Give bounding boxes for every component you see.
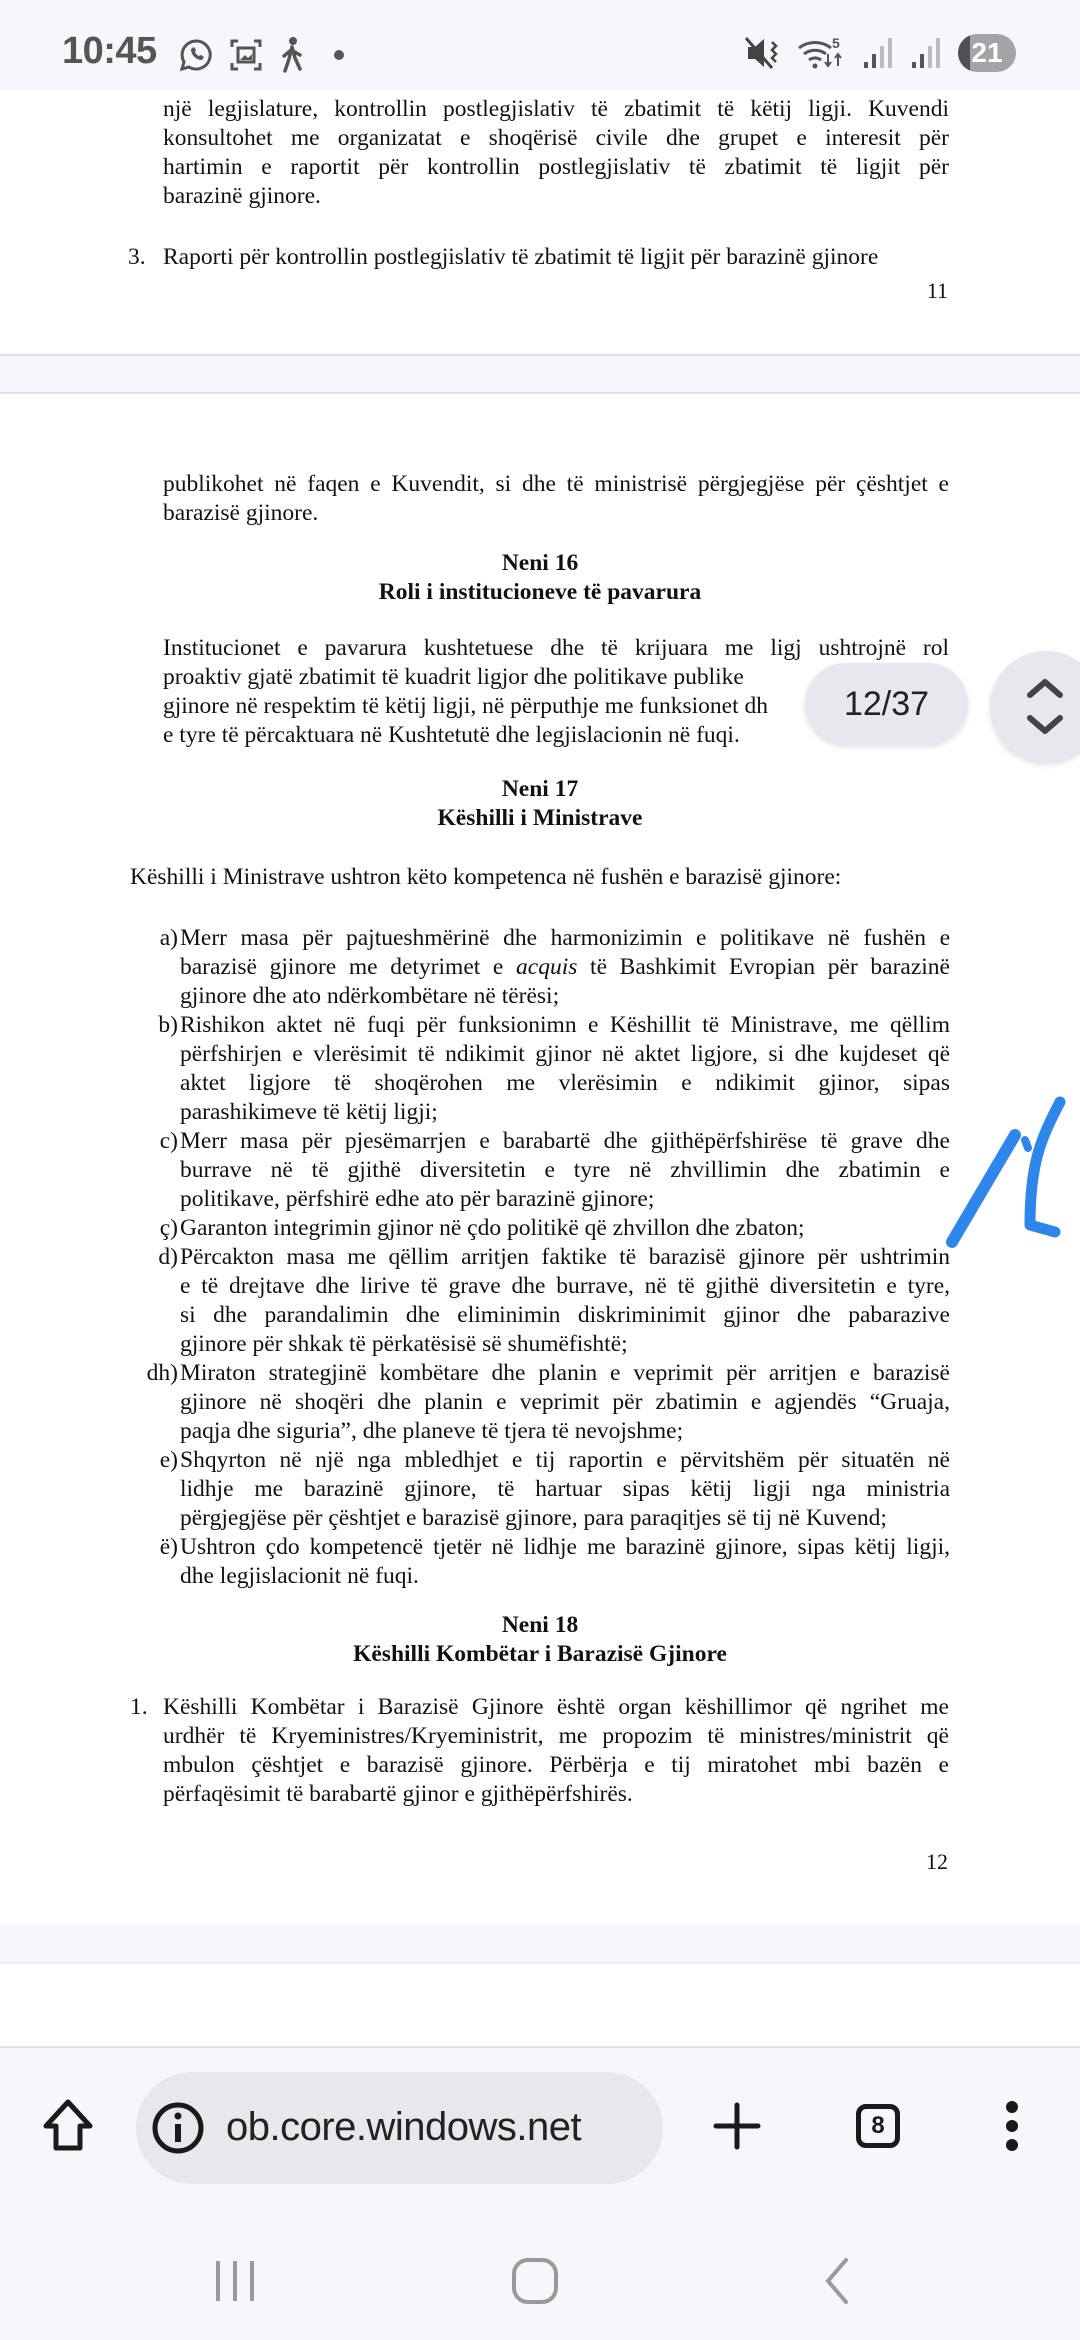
item-text [163,1693,949,1809]
tab-switcher-button[interactable] [846,2094,910,2158]
text-line: parashikimeve të këtij ligji; [180,1099,438,1125]
clock: 10:45 [62,30,157,72]
paragraph [163,95,949,211]
more-menu-icon [1004,2099,1020,2153]
item-label: d) [158,1244,178,1270]
walking-icon [278,36,306,74]
text-line: aktet ligjore të shoqërohen me vlerësimin e ndikimit gjinor, sipas [180,1070,950,1096]
svg-text:5: 5 [832,35,840,51]
article-title: Neni 16 [501,550,579,576]
status-bar [0,0,1080,90]
battery-indicator [958,34,1016,72]
text-line: mbulon çështjet e barazisë gjinore. Përbërja e tij miratohet mbi bazën e [163,1752,949,1778]
item-label: c) [159,1128,178,1154]
item-text [180,1446,950,1533]
recent-apps-icon [210,2258,260,2304]
text-line: Rishikon aktet në fuqi për funksionimn e Këshillit të Ministrave, me qëllim [180,1012,950,1038]
text-line: gjinore në shoqëri dhe planin e veprimit për zbatimin e agjendës “Gruaja, [180,1389,950,1415]
back-button[interactable] [802,2246,872,2316]
item-label: 3. [128,244,146,270]
page-number: 12 [926,1849,948,1874]
text-line: hartimin e raportit për kontrollin postlegjislativ të zbatimit të ligjit për [163,154,949,180]
page-separator [0,354,1080,394]
pdf-page-12 [0,394,1080,1924]
text-line: Shqyrton në një nga mbledhjet e tij raportin e përvitshëm për situatën në [180,1447,950,1473]
site-info-icon[interactable] [150,2100,206,2156]
home-icon [40,2096,96,2156]
browser-toolbar [0,2046,1080,2206]
text-line: proaktiv gjatë zbatimit të kuadrit ligjor dhe politikave publike [163,664,744,690]
article-title: Neni 17 [501,776,579,802]
ink-stroke [1030,1102,1060,1232]
text-line: Përcakton masa me qëllim arritjen faktike të barazisë gjinore për ushtrimin [180,1244,950,1270]
new-tab-icon [712,2101,762,2151]
chevron-up-down-icon [990,651,1080,763]
page-separator [0,1924,1080,1964]
ink-annotation [930,1080,1080,1260]
text-line: Ushtron çdo kompetencë tjetër në lidhje me barazinë gjinore, sipas këtij ligji, [180,1534,950,1560]
wifi-icon [796,34,848,72]
tab-switcher-icon [856,2104,900,2148]
item-label: ë) [159,1534,178,1560]
text-line: Këshilli Kombëtar i Barazisë Gjinore është organ këshillimor që ngrihet me [163,1694,949,1720]
more-menu-button[interactable] [980,2094,1044,2158]
text-line: një legjislature, kontrollin postlegjislativ të zbatimit të këtij ligji. Kuvendi [163,96,949,122]
item-label: a) [159,925,178,951]
paragraph [163,470,949,528]
item-text [180,1127,950,1214]
text-line: barazisë gjinore me detyrimet e acquis të Bashkimit Evropian për barazinë [180,954,950,980]
text-line: si dhe parandalimin dhe eliminimin diskriminimit gjinor dhe pabarazive [180,1302,950,1328]
article-subtitle: Këshilli i Ministrave [437,805,643,831]
whatsapp-icon [178,37,214,73]
page-indicator[interactable]: 12/37 [805,663,968,745]
page-scroll-button[interactable] [990,651,1080,763]
signal-icon [862,36,896,70]
item-text [180,1214,950,1243]
mute-vibrate-icon [744,34,782,72]
text-line: përfaqësimit të barabartë gjinor e gjithëpërfshirës. [163,1781,633,1807]
notification-dot-icon [334,50,344,60]
text-line: gjinore në respektim të këtij ligji, në përputhje me funksionet dh [163,693,768,719]
home-nav-button[interactable] [500,2246,570,2316]
system-nav-bar [0,2206,1080,2340]
item-text [180,1243,950,1359]
text-line: përgjegjëse për çështjet e barazisë gjinore, para paraqitjes së tij në Kuvend; [180,1505,887,1531]
text-line: e të drejtave dhe lirive të grave dhe burrave, në të gjithë diversitetin e tyre, [180,1273,950,1299]
item-text [180,924,950,1011]
text-line: Institucionet e pavarura kushtetuese dhe të krijuara me ligj ushtrojnë rol [163,635,949,661]
text-line: paqja dhe siguria”, dhe planeve të tjera të nevojshme; [180,1418,684,1444]
new-tab-button[interactable] [705,2094,769,2158]
text-line: përfshirjen e vlerësimit të ndikimit gjinor në aktet ligjore, si dhe kujdeset që [180,1041,950,1067]
text-line: gjinore për shkak të përkatësisë së shumëfishtë; [180,1331,628,1357]
text-line: konsultohet me organizatat e shoqërisë civile dhe grupet e interesit për [163,125,949,151]
text-line: Merr masa për pjesëmarrjen e barabartë dhe gjithëpërfshirëse të grave dhe [180,1128,950,1154]
text-line: barazinë gjinore. [163,183,321,209]
item-text [180,1359,950,1446]
item-label: 1. [130,1694,148,1720]
text-line: burrave në të gjithë diversitetin e tyre në zhvillimin dhe zbatimin e [180,1157,950,1183]
text-line: barazisë gjinore. [163,500,319,526]
text-line: Merr masa për pajtueshmërinë dhe harmonizimin e politikave në fushën e [180,925,950,951]
text-line: Këshilli i Ministrave ushtron këto kompetenca në fushën e barazisë gjinore: [130,864,842,890]
text-line: publikohet në faqen e Kuvendit, si dhe të ministrisë përgjegjëse për çështjet e [163,471,949,497]
text-line: e tyre të përcaktuara në Kushtetutë dhe legjislacionin në fuqi. [163,722,740,748]
text-line: gjinore dhe ato ndërkombëtare në tërësi; [180,983,560,1009]
text-line: lidhje me barazinë gjinore, të hartuar sipas këtij ligji nga ministria [180,1476,950,1502]
page-number: 11 [926,278,948,303]
item-text [180,1533,950,1591]
item-label: dh) [146,1360,178,1386]
text-line: urdhër të Kryeministres/Kryeministrit, me propozim të ministres/ministrit që [163,1723,949,1749]
item-label: ç) [159,1215,178,1241]
item-label: e) [159,1447,178,1473]
url-text[interactable]: ob.core.windows.net [226,2105,582,2149]
back-icon [822,2256,852,2306]
pdf-page-13 [0,1964,1080,2046]
address-bar[interactable] [136,2072,663,2184]
article-title: Neni 18 [501,1612,579,1638]
text-line: Miraton strategjinë kombëtare dhe planin e veprimit për arritjen e barazisë [180,1360,950,1386]
screenshot-icon [228,37,264,73]
home-nav-icon [510,2256,560,2306]
recent-apps-button[interactable] [200,2246,270,2316]
tab-count: 8 [871,2112,885,2139]
battery-level: 21 [971,37,1003,68]
article-subtitle: Roli i institucioneve të pavarura [378,579,702,605]
article-subtitle: Këshilli Kombëtar i Barazisë Gjinore [353,1641,727,1667]
ink-stroke [1025,1140,1028,1148]
text-line: politikave, përfshirë edhe ato për barazinë gjinore; [180,1186,655,1212]
home-button[interactable] [36,2094,100,2158]
ink-stroke [952,1135,1015,1242]
item-text: Raporti për kontrollin postlegjislativ të zbatimit të ligjit për barazinë gjinore [163,244,879,270]
signal-icon [910,36,944,70]
text-line: dhe legjislacionit në fuqi. [180,1563,419,1589]
item-label: b) [158,1012,178,1038]
item-text [180,1011,950,1127]
paragraph [130,863,950,892]
text-line: Garanton integrimin gjinor në çdo politikë që zhvillon dhe zbaton; [180,1215,805,1241]
